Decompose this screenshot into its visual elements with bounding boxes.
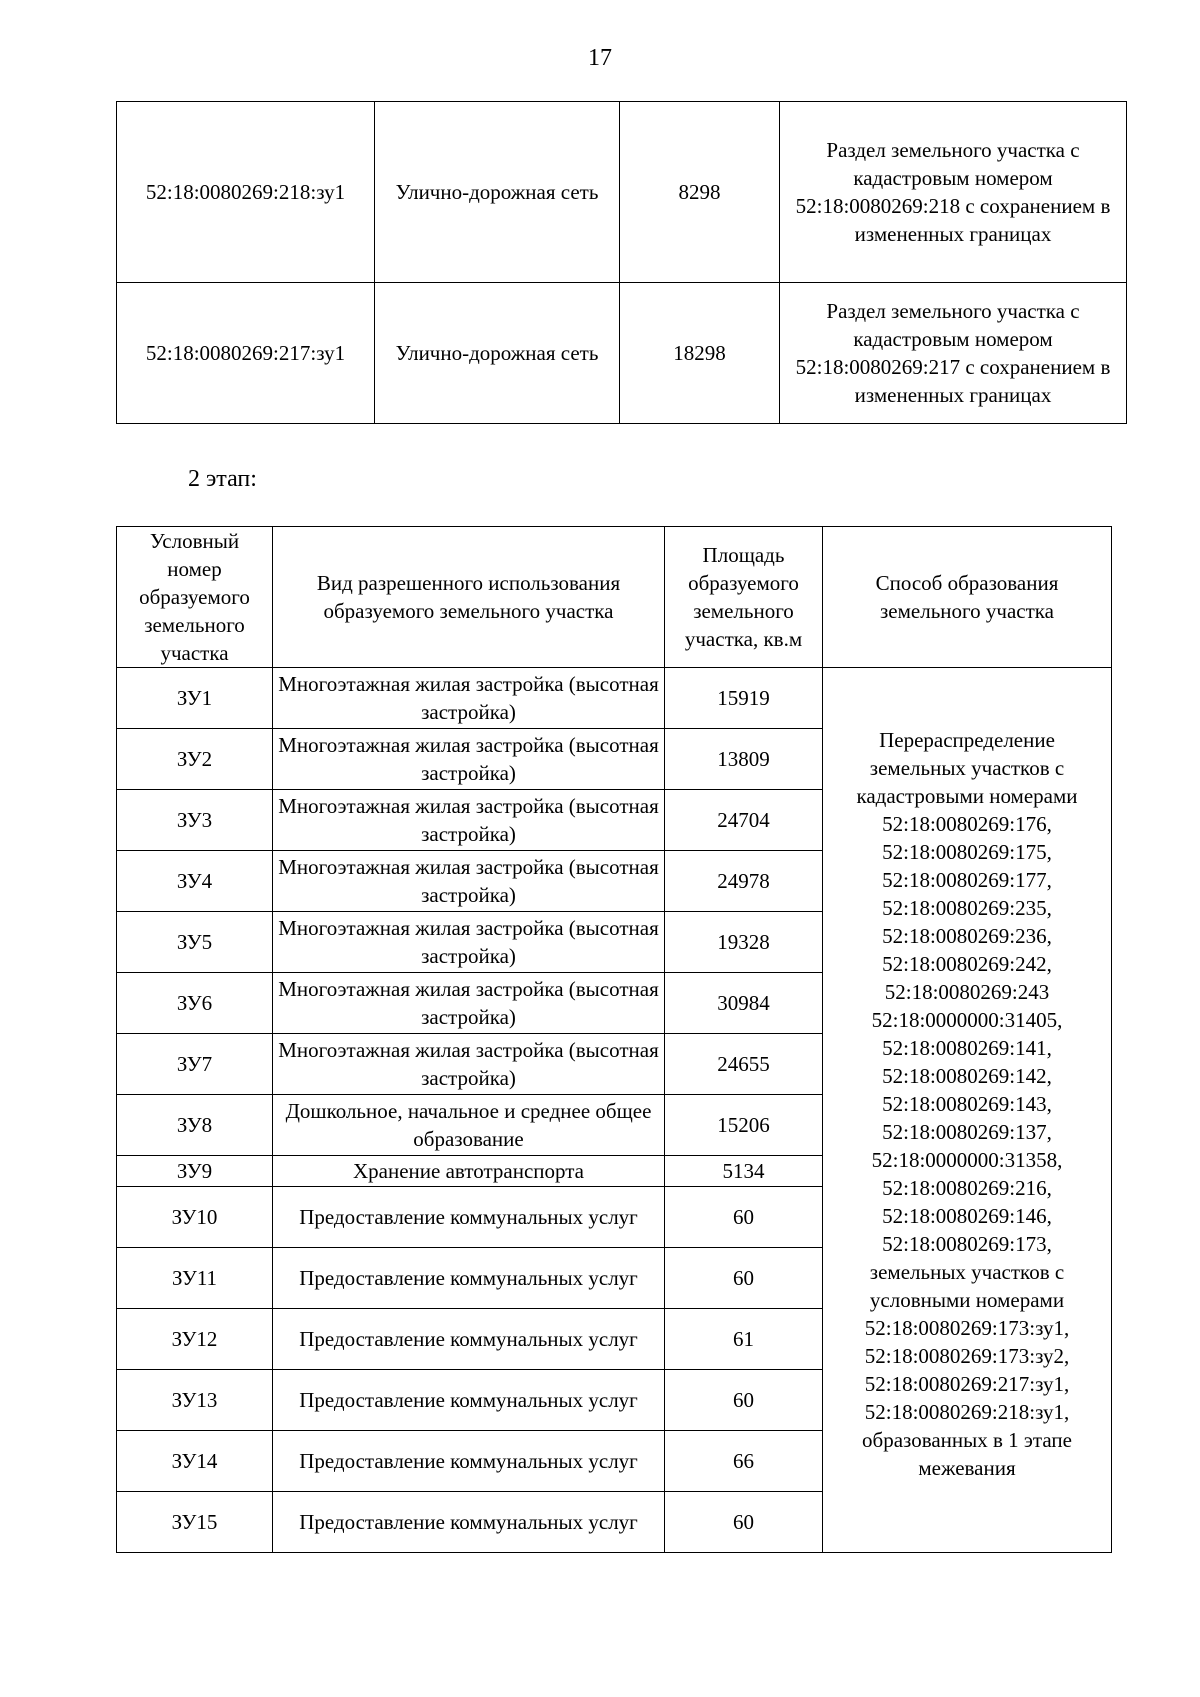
permitted-use-cell: Дошкольное, начальное и среднее общее образование (273, 1095, 665, 1156)
formation-method-line: 52:18:0080269:177, (882, 868, 1052, 892)
formation-method-line: 52:18:0080269:146, (882, 1204, 1052, 1228)
permitted-use-cell: Хранение автотранспорта (273, 1156, 665, 1187)
formation-method-line: кадастровыми номерами (856, 784, 1078, 808)
stage1-table (116, 101, 1127, 424)
formation-method-line: 52:18:0080269:142, (882, 1064, 1052, 1088)
table-row (117, 102, 1127, 283)
formation-method-line: земельных участков с (869, 756, 1065, 780)
area-cell: 19328 (665, 912, 823, 973)
plot-number-cell: ЗУ1 (117, 668, 273, 729)
area-cell: 5134 (665, 1156, 823, 1187)
area-cell: 18298 (620, 283, 780, 424)
stage-heading: 2 этап: (188, 466, 257, 492)
permitted-use-cell: Многоэтажная жилая застройка (высотная застройка) (273, 912, 665, 973)
plot-number-cell: ЗУ4 (117, 851, 273, 912)
formation-method-cell: Раздел земельного участка с кадастровым номером 52:18:0080269:218 с сохранением в измененных границах (780, 102, 1127, 283)
area-cell: 66 (665, 1431, 823, 1492)
area-cell: 60 (665, 1492, 823, 1553)
formation-method-line: 52:18:0000000:31405, (871, 1008, 1063, 1032)
formation-method-line: 52:18:0080269:235, (882, 896, 1052, 920)
formation-method-line: 52:18:0080269:173:зу1, (864, 1316, 1070, 1340)
area-cell: 24704 (665, 790, 823, 851)
plot-number-cell: ЗУ6 (117, 973, 273, 1034)
table-row (117, 283, 1127, 424)
formation-method-line: межевания (918, 1456, 1016, 1480)
formation-method-line: 52:18:0080269:173:зу2, (864, 1344, 1070, 1368)
plot-number-cell: ЗУ15 (117, 1492, 273, 1553)
area-cell: 60 (665, 1187, 823, 1248)
area-cell: 15206 (665, 1095, 823, 1156)
plot-number-cell: ЗУ12 (117, 1309, 273, 1370)
formation-method-line: 52:18:0000000:31358, (871, 1148, 1063, 1172)
plot-number-cell: ЗУ14 (117, 1431, 273, 1492)
formation-method-line: 52:18:0080269:137, (882, 1120, 1052, 1144)
formation-method-line: 52:18:0080269:141, (882, 1036, 1052, 1060)
permitted-use-cell: Улично-дорожная сеть (375, 102, 620, 283)
plot-number-cell: ЗУ7 (117, 1034, 273, 1095)
formation-method-line: 52:18:0080269:143, (882, 1092, 1052, 1116)
formation-method-line: 52:18:0080269:236, (882, 924, 1052, 948)
area-cell: 13809 (665, 729, 823, 790)
formation-method-line: 52:18:0080269:176, (882, 812, 1052, 836)
permitted-use-cell: Многоэтажная жилая застройка (высотная застройка) (273, 1034, 665, 1095)
plot-number-cell: ЗУ11 (117, 1248, 273, 1309)
formation-method-line: 52:18:0080269:217:зу1, (864, 1372, 1070, 1396)
permitted-use-cell: Улично-дорожная сеть (375, 283, 620, 424)
formation-method-line: 52:18:0080269:173, (882, 1232, 1052, 1256)
plot-number-cell: ЗУ5 (117, 912, 273, 973)
formation-method-text (827, 726, 1107, 1482)
area-cell: 24978 (665, 851, 823, 912)
permitted-use-cell: Многоэтажная жилая застройка (высотная застройка) (273, 790, 665, 851)
page-number: 17 (588, 45, 612, 71)
formation-method-line: условными номерами (869, 1288, 1065, 1312)
plot-number-cell: ЗУ8 (117, 1095, 273, 1156)
formation-method-cell: Раздел земельного участка с кадастровым номером 52:18:0080269:217 с сохранением в измененных границах (780, 283, 1127, 424)
permitted-use-cell: Предоставление коммунальных услуг (273, 1309, 665, 1370)
permitted-use-cell: Предоставление коммунальных услуг (273, 1431, 665, 1492)
permitted-use-cell: Предоставление коммунальных услуг (273, 1187, 665, 1248)
permitted-use-cell: Многоэтажная жилая застройка (высотная застройка) (273, 668, 665, 729)
area-cell: 61 (665, 1309, 823, 1370)
plot-number-cell: ЗУ13 (117, 1370, 273, 1431)
area-cell: 8298 (620, 102, 780, 283)
stage2-table (116, 526, 1112, 1553)
permitted-use-cell: Многоэтажная жилая застройка (высотная застройка) (273, 851, 665, 912)
formation-method-line: 52:18:0080269:216, (882, 1176, 1052, 1200)
permitted-use-cell: Многоэтажная жилая застройка (высотная застройка) (273, 729, 665, 790)
column-header-use: Вид разрешенного использования образуемого земельного участка (273, 527, 665, 668)
area-cell: 60 (665, 1370, 823, 1431)
column-header-method: Способ образования земельного участка (823, 527, 1112, 668)
area-cell: 24655 (665, 1034, 823, 1095)
formation-method-line: 52:18:0080269:175, (882, 840, 1052, 864)
formation-method-line: образованных в 1 этапе (862, 1428, 1072, 1452)
plot-number-cell: ЗУ9 (117, 1156, 273, 1187)
area-cell: 15919 (665, 668, 823, 729)
permitted-use-cell: Предоставление коммунальных услуг (273, 1492, 665, 1553)
permitted-use-cell: Предоставление коммунальных услуг (273, 1370, 665, 1431)
formation-method-line: земельных участков с (869, 1260, 1065, 1284)
formation-method-line: Перераспределение (879, 728, 1055, 752)
formation-method-line: 52:18:0080269:218:зу1, (864, 1400, 1070, 1424)
formation-method-line: 52:18:0080269:243 (884, 980, 1050, 1004)
plot-number-cell: ЗУ10 (117, 1187, 273, 1248)
column-header-area: Площадь образуемого земельного участка, кв.м (665, 527, 823, 668)
area-cell: 30984 (665, 973, 823, 1034)
table-row (117, 668, 1112, 729)
formation-method-cell (823, 668, 1112, 1553)
area-cell: 60 (665, 1248, 823, 1309)
permitted-use-cell: Предоставление коммунальных услуг (273, 1248, 665, 1309)
plot-number-cell: 52:18:0080269:218:зу1 (117, 102, 375, 283)
column-header-number: Условный номер образуемого земельного участка (117, 527, 273, 668)
plot-number-cell: ЗУ2 (117, 729, 273, 790)
formation-method-line: 52:18:0080269:242, (882, 952, 1052, 976)
permitted-use-cell: Многоэтажная жилая застройка (высотная застройка) (273, 973, 665, 1034)
plot-number-cell: ЗУ3 (117, 790, 273, 851)
plot-number-cell: 52:18:0080269:217:зу1 (117, 283, 375, 424)
table-header-row (117, 527, 1112, 668)
